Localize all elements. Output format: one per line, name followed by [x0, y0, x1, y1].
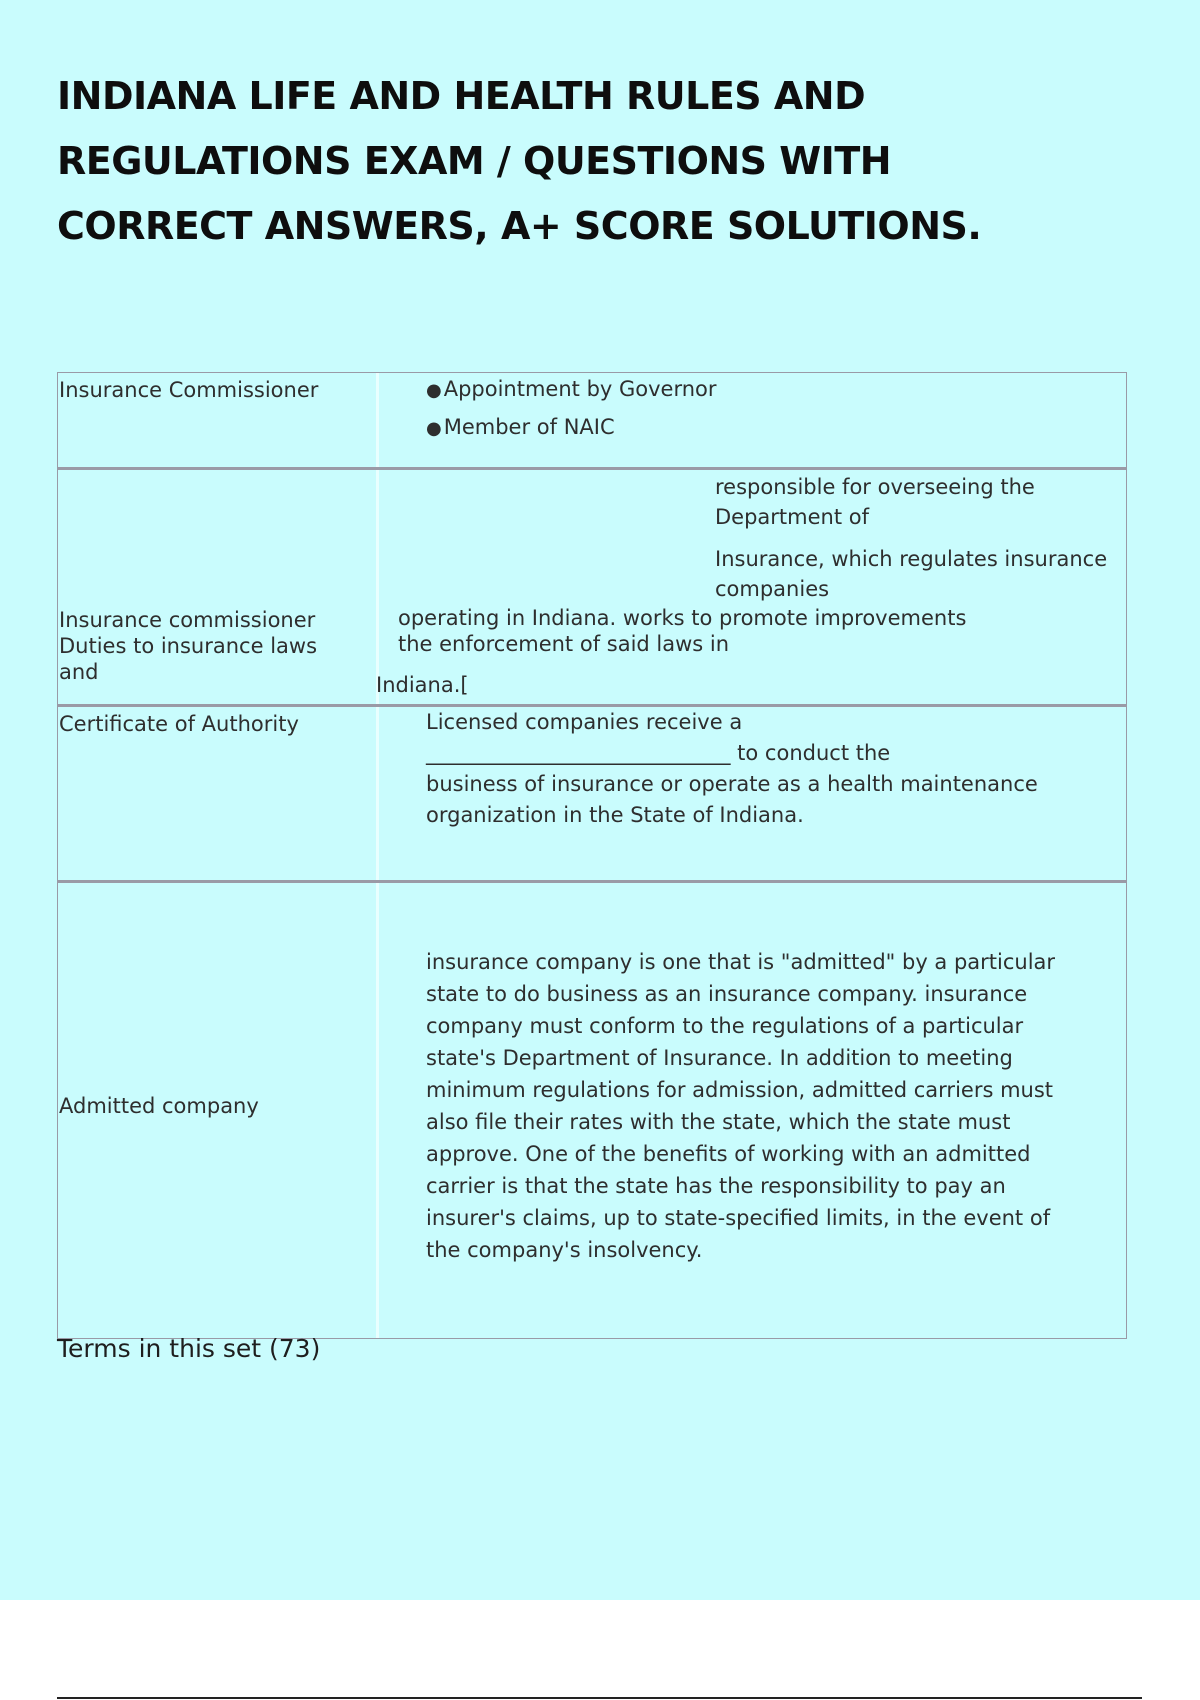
card-definition: operating in Indiana. works to promote improvements the enforcement of said laws in	[398, 606, 967, 656]
column-divider	[376, 707, 379, 880]
bullet-icon: ●	[426, 380, 442, 401]
document-title: INDIANA LIFE AND HEALTH RULES AND REGULATIONS EXAM / QUESTIONS WITH CORRECT ANSWERS, A+ SCORE SOLUTIONS.	[57, 74, 982, 248]
card-term: Admitted company	[59, 1094, 259, 1118]
footer-rule	[57, 1697, 1142, 1699]
card-term: Insurance Commissioner	[59, 378, 319, 402]
column-divider	[376, 883, 379, 1338]
card-term: Insurance commissioner Duties to insurance laws and	[59, 608, 318, 684]
column-divider	[376, 373, 379, 467]
flashcard-row	[58, 470, 1126, 707]
terms-count: Terms in this set (73)	[57, 1334, 321, 1363]
card-definition: Indiana.[	[376, 673, 469, 697]
flashcard-row	[58, 373, 1126, 470]
card-term: Certificate of Authority	[59, 712, 299, 736]
flashcard-table	[57, 372, 1127, 1339]
card-definition: responsible for overseeing the Department of Insurance, which regulates insurance companies	[715, 475, 1108, 601]
bullet-icon: ●	[426, 418, 442, 439]
flashcard-row	[58, 707, 1126, 883]
card-bullet: ●Member of NAIC	[426, 415, 615, 439]
card-bullet: ●Appointment by Governor	[426, 377, 717, 401]
card-definition: Licensed companies receive a _____________________________ to conduct the business of insurance or operate as a health maintenance organization in the State of Indiana.	[426, 710, 1038, 827]
flashcard-row	[58, 883, 1126, 1338]
column-divider	[376, 470, 379, 704]
card-definition: insurance company is one that is "admitted" by a particular state to do business as an insurance company. insurance company must conform to the regulations of a particular state's Department of Insurance. In addition to meeting minimum regulations for admission, admitted carriers must also file their rates with the state, which the state must approve. One of the benefits of working with an admitted carrier is that the state has the responsibility to pay an insurer's claims, up to state-specified limits, in the event of the company's insolvency.	[426, 950, 1056, 1262]
